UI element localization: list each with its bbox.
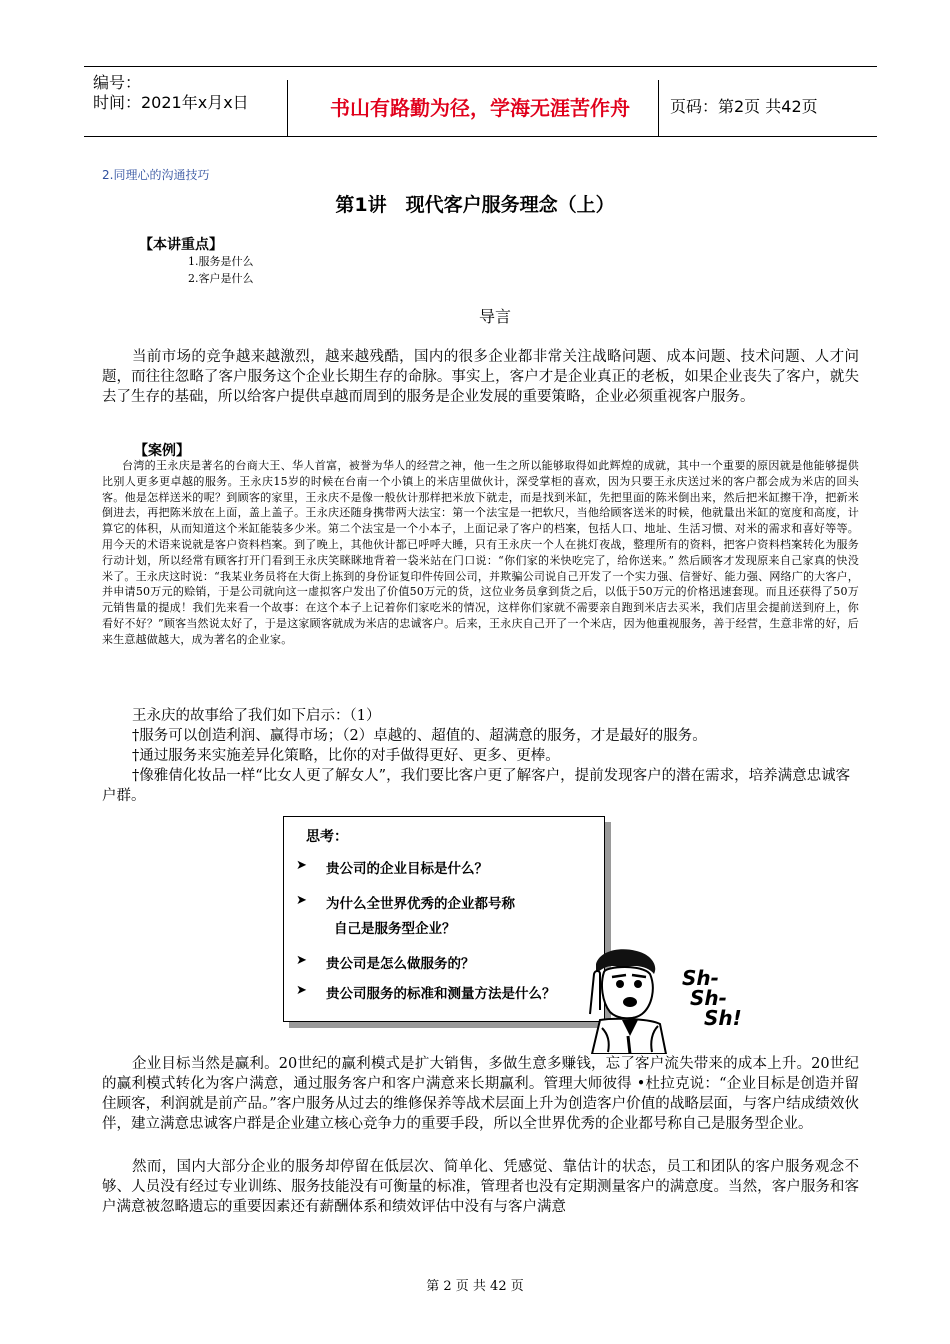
shush-text: Sh- Sh- Sh! bbox=[682, 966, 742, 1030]
page-header bbox=[84, 66, 877, 138]
header-divider-right bbox=[658, 80, 659, 136]
focus-item: 2.客户是什么 bbox=[188, 272, 254, 285]
focus-title: 【本讲重点】 bbox=[139, 237, 223, 253]
lesson-intro: 王永庆的故事给了我们如下启示：（1） bbox=[132, 708, 381, 724]
focus-item: 1.服务是什么 bbox=[188, 255, 254, 268]
think-item: 贵公司的企业目标是什么？ bbox=[326, 861, 488, 877]
think-item: 贵公司服务的标准和测量方法是什么？ bbox=[326, 986, 556, 1002]
case-body: 台湾的王永庆是著名的台商大王、华人首富，被誉为华人的经营之神，他一生之所以能够取得如此辉煌的成就，其中一个重要的原因就是他能够提供比别人更多更卓越的服务。王永庆15岁的时候在台南一个小镇上的米店里做伙计，深受掌柜的喜欢，因为只要王永庆送过米的客户都会成为米店的回头客。他是怎样送米的呢？到顾客的家里，王永庆不是像一般伙计那样把米放下就走，而是找到米缸，先把里面的陈米倒出来，然后把米缸擦干净，把新米倒进去，再把陈米放在上面，盖上盖子。王永庆还随身携带两大法宝：第一个法宝是一把软尺，当他给顾客送米的时候，他就量出米缸的宽度和高度，计算它的体积，从而知道这个米缸能装多少米。第二个法宝是一个小本子，上面记录了客户的档案，包括人口、地址、生活习惯、对米的需求和喜好等等。用今天的术语来说就是客户资料档案。到了晚上，其他伙计都已呼呼大睡，只有王永庆一个人在挑灯夜战，整理所有的资料，把客户资料档案转化为服务行动计划，所以经常有顾客打开门看到王永庆笑眯眯地背着一袋米站在门口说：“你们家的米快吃完了，给你送来。” 然后顾客才发现原来自己家真的快没米了。王永庆这时说：“我某业务员将在大街上拣到的身份证复印件传回公司，并欺骗公司说自己开发了一个实力强、信誉好、能力强、网络广的大客户，并申请50万元的赊销，于是公司就向这一虚拟客户发出了价值50万元的货，这位业务员拿到货之后，以低于50万元的价格迅速套现。而且还获得了50万元销售量的提成！我们先来看一个故事：在这个本子上记着你们家吃米的情况，这样你们家就不需要亲自跑到米店去买米，我们店里会提前送到府上，你看好不好？”顾客当然说太好了，于是这家顾客就成为米店的忠诚客户。后来，王永庆自己开了一个米店，因为他重视服务，善于经营，生意非常的好，后来生意越做越大，成为著名的企业家。 bbox=[102, 459, 859, 646]
think-title: 思考： bbox=[306, 829, 348, 845]
document-time: 时间：2021年x月x日 bbox=[93, 93, 249, 112]
lecture-title: 第1讲 现代客户服务理念（上） bbox=[335, 194, 615, 216]
page-number: 页码：第2页 共42页 bbox=[670, 97, 818, 116]
lesson-item: †像雅倩化妆品一样“比女人更了解女人”，我们要比客户更了解客户，提前发现客户的潜在需求，培养满意忠诚客户群。 bbox=[102, 768, 851, 804]
header-bottom-rule bbox=[84, 136, 877, 137]
think-item: 为什么全世界优秀的企业都号称 bbox=[326, 896, 515, 912]
intro-title: 导言 bbox=[478, 307, 511, 326]
intro-paragraph: 当前市场的竞争越来越激烈，越来越残酷，国内的很多企业都非常关注战略问题、成本问题、技术问题、人才问题，而往往忽略了客户服务这个企业长期生存的命脉。事实上，客户才是企业真正的老板，如果企业丧失了客户，就失去了生存的基础，所以给客户提供卓越而周到的服务是企业发展的重要策略，企业必须重视客户服务。 bbox=[102, 349, 859, 405]
body-paragraph: 然而，国内大部分企业的服务却停留在低层次、简单化、凭感觉、靠估计的状态，员工和团队的客户服务观念不够、人员没有经过专业训练、服务技能没有可衡量的标准，管理者也没有定期测量客户的满意度。当然，客户服务和客户满意被忽略遗忘的重要因素还有薪酬体系和绩效评估中没有与客户满意 bbox=[102, 1159, 859, 1215]
arrow-bullet-icon: ➤ bbox=[296, 983, 307, 998]
body-paragraph: 企业目标当然是赢利。20世纪的赢利模式是扩大销售，多做生意多赚钱，忘了客户流失带来的成本上升。20世纪的赢利模式转化为客户满意，通过服务客户和客户满意来长期赢利。管理大师彼得 •杜拉克说：“企业目标是创造并留住顾客，利润就是前产品。”客户服务从过去的维修保养等战术层面上升为创造客户价值的战略层面，与客户结成绩效伙伴，建立满意忠诚客户群是企业建立核心竞争力的重要手段，所以全世界优秀的企业都号称自己是服务型企业。 bbox=[102, 1056, 859, 1132]
header-divider-left bbox=[287, 80, 288, 136]
lesson-item: †通过服务来实施差异化策略，比你的对手做得更好、更多、更棒。 bbox=[132, 748, 560, 764]
think-item: 贵公司是怎么做服务的？ bbox=[326, 956, 475, 972]
arrow-bullet-icon: ➤ bbox=[296, 953, 307, 968]
case-label: 【案例】 bbox=[134, 443, 190, 459]
arrow-bullet-icon: ➤ bbox=[296, 893, 307, 908]
page-footer: 第 2 页 共 42 页 bbox=[426, 1279, 524, 1294]
document-number: 编号： bbox=[93, 73, 142, 92]
header-top-rule bbox=[84, 66, 877, 67]
think-item-continued: 自己是服务型企业？ bbox=[334, 921, 456, 937]
lesson-item: †服务可以创造利润、赢得市场；（2）卓越的、超值的、超满意的服务，才是最好的服务。 bbox=[132, 728, 707, 744]
motto: 书山有路勤为径，学海无涯苦作舟 bbox=[330, 96, 630, 120]
arrow-bullet-icon: ➤ bbox=[296, 858, 307, 873]
section-link[interactable]: 2.同理心的沟通技巧 bbox=[102, 168, 210, 182]
